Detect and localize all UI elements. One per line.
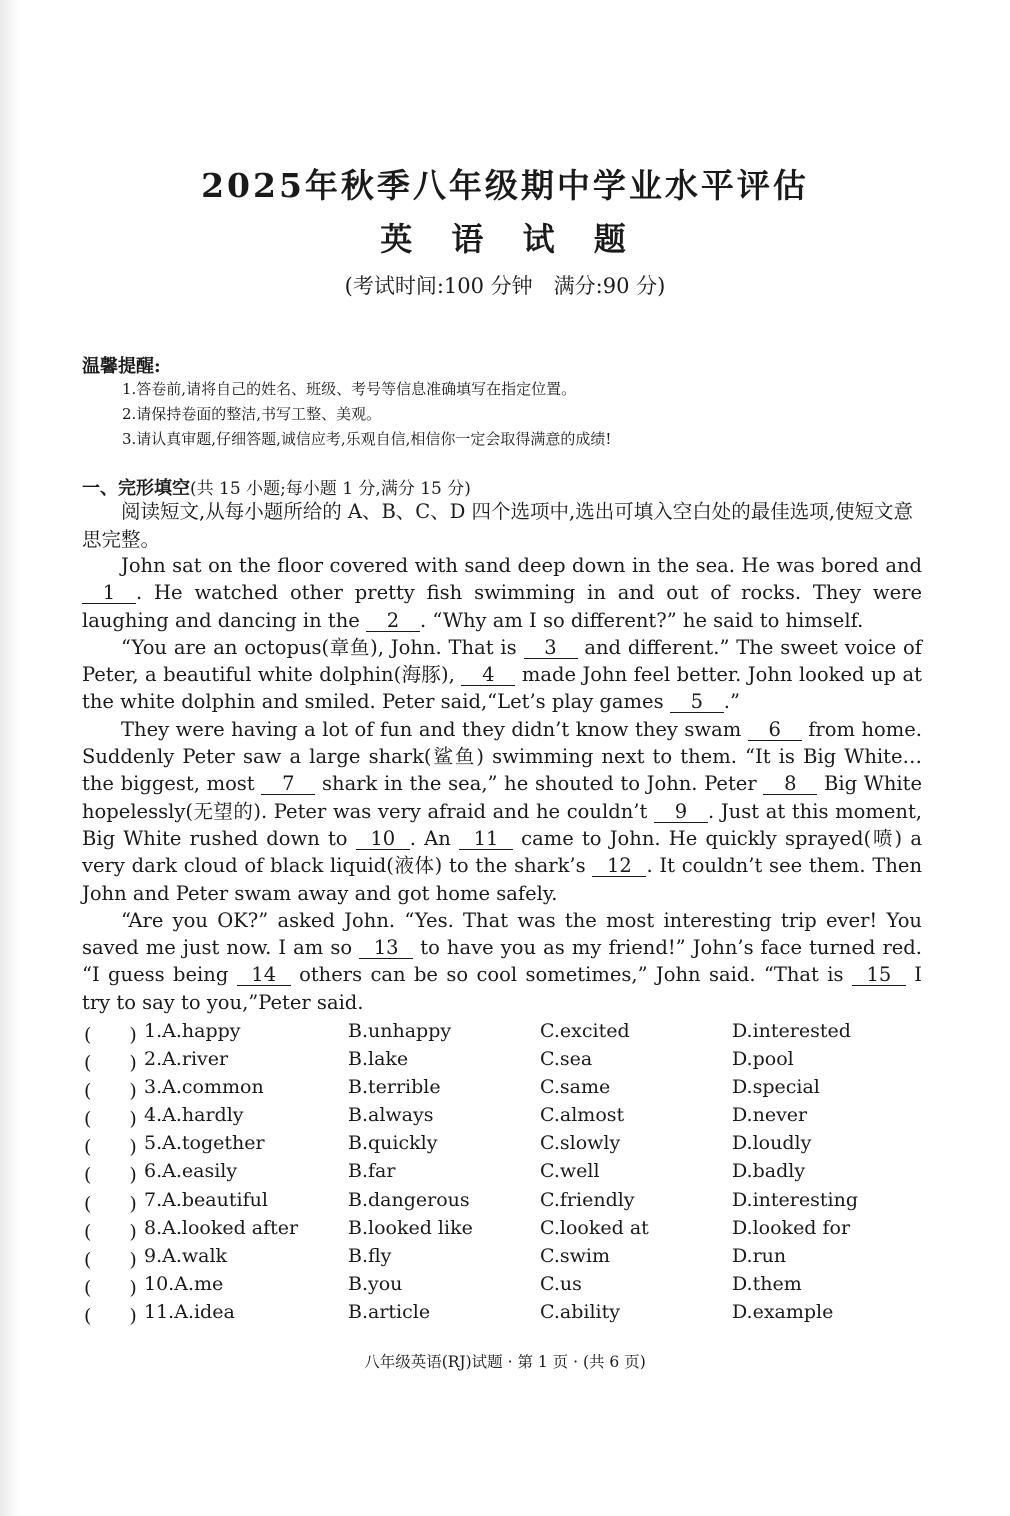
passage-paragraph: “You are an octopus(章鱼), John. That is 3 and different.” The sweet voice of Peter, a beautiful white dolphin(海豚), 4 made John feel better. John looked up at the white dolphin and smiled. Peter said,“Let’s play games 5 .”: [82, 635, 922, 714]
question-row: [84, 1217, 944, 1245]
question-row: [84, 1104, 944, 1132]
option-b[interactable]: B.far: [348, 1160, 396, 1183]
cloze-blank[interactable]: 2: [366, 611, 420, 632]
question-row: [84, 1020, 944, 1048]
passage-paragraph: John sat on the floor covered with sand deep down in the sea. He was bored and 1 . He watched other pretty fish swimming in and out of rocks. They were laughing and dancing in the 2 . “Why am I so different?” he said to himself.: [82, 554, 922, 632]
option-d[interactable]: D.never: [732, 1104, 808, 1127]
cloze-blank[interactable]: 4: [461, 665, 515, 686]
answer-bracket[interactable]: ( ): [84, 1024, 137, 1046]
exam-title: 2025年秋季八年级期中学业水平评估: [201, 166, 809, 205]
option-b[interactable]: B.article: [348, 1300, 431, 1323]
question-row: [84, 1189, 944, 1217]
option-d[interactable]: D.loudly: [732, 1132, 812, 1155]
option-c[interactable]: C.looked at: [540, 1216, 649, 1239]
option-c[interactable]: C.sea: [540, 1048, 593, 1071]
option-a[interactable]: 2.A.river: [144, 1048, 229, 1071]
option-a[interactable]: 11.A.idea: [144, 1300, 235, 1323]
page-footer: 八年级英语(RJ)试题 · 第 1 页 · (共 6 页): [364, 1353, 646, 1371]
answer-bracket[interactable]: ( ): [84, 1304, 137, 1327]
question-row: [84, 1245, 944, 1273]
tip-item: 1.答卷前,请将自己的姓名、班级、考号等信息准确填写在指定位置。: [122, 380, 577, 398]
answer-options: [84, 1020, 944, 1329]
option-a[interactable]: 3.A.common: [144, 1076, 264, 1099]
exam-info: (考试时间:100 分钟 满分:90 分): [344, 274, 666, 298]
answer-bracket[interactable]: ( ): [84, 1108, 137, 1131]
option-b[interactable]: B.always: [348, 1104, 434, 1127]
tips-heading: 温馨提醒:: [82, 356, 161, 377]
option-b[interactable]: B.quickly: [348, 1132, 438, 1155]
option-c[interactable]: C.swim: [540, 1244, 611, 1267]
tips-list: [122, 377, 611, 452]
tip-item: 3.请认真审题,仔细答题,诚信应考,乐观自信,相信你一定会取得满意的成绩!: [122, 430, 612, 448]
answer-bracket[interactable]: ( ): [84, 1080, 137, 1103]
question-row: [84, 1160, 944, 1188]
option-a[interactable]: 7.A.beautiful: [144, 1188, 268, 1211]
answer-bracket[interactable]: ( ): [84, 1136, 137, 1159]
option-d[interactable]: D.them: [732, 1272, 802, 1295]
option-b[interactable]: B.unhappy: [348, 1020, 452, 1042]
question-row: [84, 1273, 944, 1301]
option-d[interactable]: D.interested: [732, 1020, 851, 1042]
cloze-blank[interactable]: 10: [356, 829, 410, 850]
cloze-blank[interactable]: 1: [82, 583, 136, 604]
option-d[interactable]: D.looked for: [732, 1216, 851, 1239]
option-a[interactable]: 10.A.me: [144, 1272, 224, 1295]
option-b[interactable]: B.looked like: [348, 1216, 473, 1239]
question-row: [84, 1132, 944, 1160]
cloze-blank[interactable]: 6: [748, 720, 802, 741]
option-b[interactable]: B.lake: [348, 1048, 409, 1071]
cloze-blank[interactable]: 8: [763, 774, 817, 795]
question-row: [84, 1076, 944, 1104]
option-c[interactable]: C.friendly: [540, 1188, 635, 1211]
option-c[interactable]: C.ability: [540, 1300, 620, 1323]
option-d[interactable]: D.example: [732, 1300, 834, 1323]
section-instruction: 阅读短文,从每小题所给的 A、B、C、D 四个选项中,选出可填入空白处的最佳选项,使短文意思完整。: [82, 500, 913, 551]
cloze-blank[interactable]: 3: [524, 638, 578, 659]
option-c[interactable]: C.slowly: [540, 1132, 621, 1155]
option-a[interactable]: 1.A.happy: [144, 1020, 241, 1042]
section-scoring: (共 15 小题;每小题 1 分,满分 15 分): [190, 479, 471, 499]
cloze-blank[interactable]: 5: [670, 692, 724, 713]
cloze-blank[interactable]: 7: [261, 774, 315, 795]
passage-paragraph: They were having a lot of fun and they didn’t know they swam 6 from home. Suddenly Peter saw a large shark(鲨鱼) swimming next to them. “It is Big White…the biggest, most 7 shark in the sea,” he shouted to John. Peter 8 Big White hopelessly(无望的). Peter was very afraid and he couldn’t 9 . Just at this moment, Big White rushed down to 10 . An 11 came to John. He quickly sprayed(喷) a very dark cloud of black liquid(液体) to the shark’s 12 . It couldn’t see them. Then John and Peter swam away and got home safely.: [82, 717, 923, 905]
option-d[interactable]: D.interesting: [732, 1188, 858, 1211]
cloze-blank[interactable]: 15: [852, 965, 906, 986]
question-row: [84, 1301, 944, 1329]
option-d[interactable]: D.run: [732, 1244, 787, 1267]
exam-subject: 英 语 试 题: [380, 220, 640, 258]
question-row: [84, 1048, 944, 1076]
answer-bracket[interactable]: ( ): [84, 1220, 137, 1243]
passage-paragraph: “Are you OK?” asked John. “Yes. That was the most interesting trip ever! You saved me just now. I am so 13 to have you as my friend!” John’s face turned red. “I guess being 14 others can be so cool sometimes,” John said. “That is 15 I try to say to you,”Peter said.: [82, 908, 922, 1014]
option-c[interactable]: C.excited: [540, 1020, 630, 1042]
option-c[interactable]: C.same: [540, 1076, 611, 1099]
answer-bracket[interactable]: ( ): [84, 1192, 137, 1215]
option-a[interactable]: 5.A.together: [144, 1132, 265, 1155]
option-b[interactable]: B.fly: [348, 1244, 392, 1267]
cloze-blank[interactable]: 14: [237, 965, 291, 986]
option-d[interactable]: D.badly: [732, 1160, 806, 1183]
tip-item: 2.请保持卷面的整洁,书写工整、美观。: [122, 405, 382, 423]
cloze-blank[interactable]: 12: [592, 856, 646, 877]
option-c[interactable]: C.well: [540, 1160, 600, 1183]
cloze-blank[interactable]: 13: [359, 938, 413, 959]
section-title: 一、完形填空: [82, 478, 190, 499]
option-b[interactable]: B.dangerous: [348, 1188, 470, 1211]
option-a[interactable]: 6.A.easily: [144, 1160, 238, 1183]
option-a[interactable]: 8.A.looked after: [144, 1216, 299, 1239]
option-a[interactable]: 9.A.walk: [144, 1244, 228, 1267]
option-c[interactable]: C.us: [540, 1272, 582, 1295]
cloze-blank[interactable]: 9: [654, 802, 708, 823]
option-a[interactable]: 4.A.hardly: [144, 1104, 244, 1127]
option-d[interactable]: D.special: [732, 1076, 820, 1099]
option-d[interactable]: D.pool: [732, 1048, 794, 1071]
cloze-passage: [82, 552, 922, 1016]
cloze-blank[interactable]: 11: [459, 829, 513, 850]
answer-bracket[interactable]: ( ): [84, 1164, 137, 1187]
section-heading: [82, 474, 471, 500]
answer-bracket[interactable]: ( ): [84, 1052, 137, 1075]
option-c[interactable]: C.almost: [540, 1104, 625, 1127]
option-b[interactable]: B.you: [348, 1272, 403, 1295]
answer-bracket[interactable]: ( ): [84, 1276, 137, 1299]
option-b[interactable]: B.terrible: [348, 1076, 441, 1099]
answer-bracket[interactable]: ( ): [84, 1248, 137, 1271]
